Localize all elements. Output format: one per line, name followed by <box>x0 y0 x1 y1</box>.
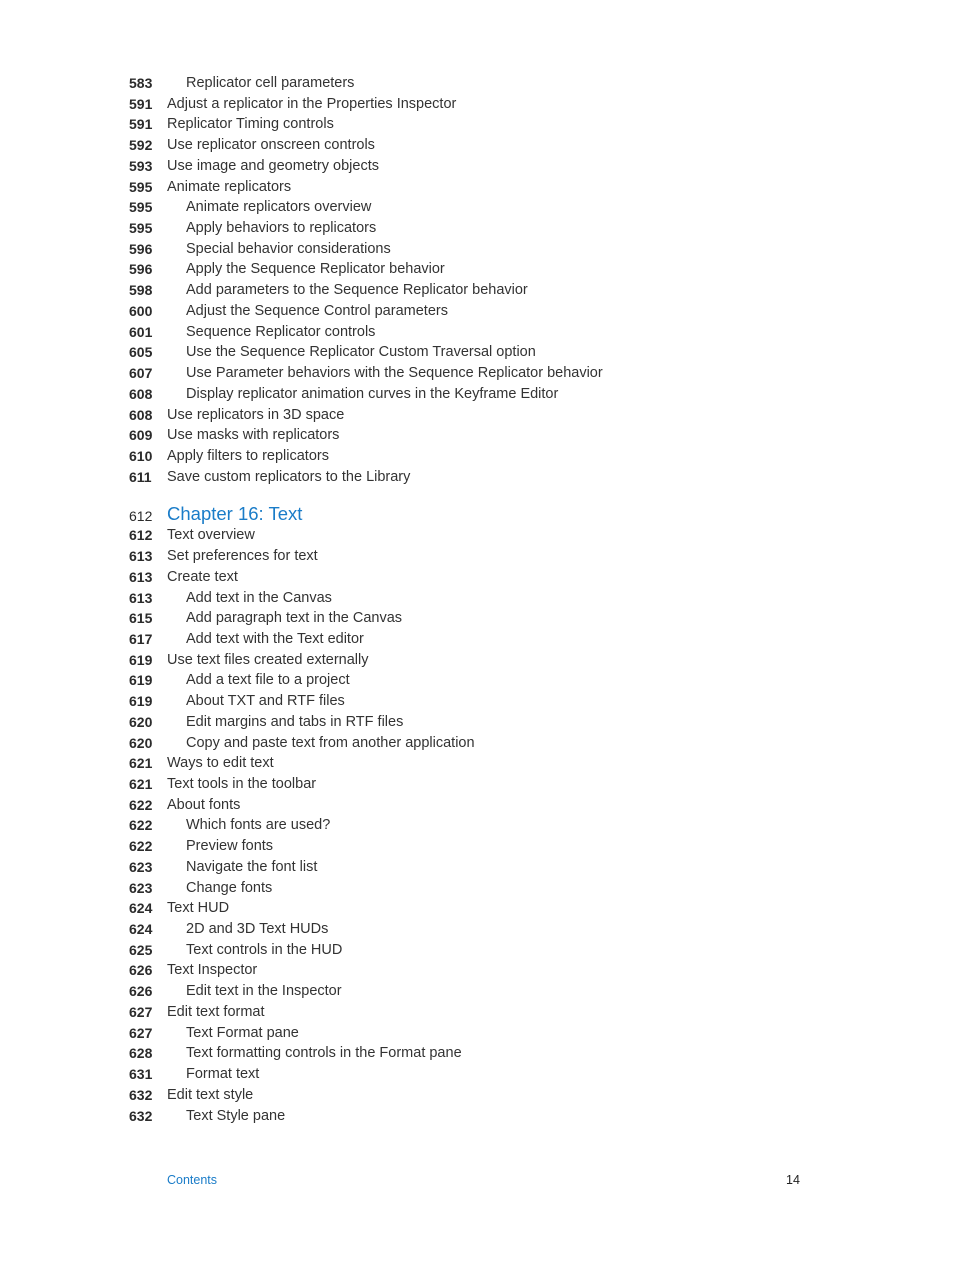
toc-list-after <box>129 525 829 1126</box>
toc-entry-page-number: 612 <box>129 527 153 544</box>
toc-entry-title-link[interactable]: Text Inspector <box>167 962 258 979</box>
toc-entry[interactable] <box>129 322 829 343</box>
toc-entry-page-number: 611 <box>129 468 152 485</box>
toc-entry-page-number: 628 <box>129 1045 153 1062</box>
toc-entry-page-number: 591 <box>129 116 153 133</box>
toc-entry-title-link[interactable]: Change fonts <box>186 879 273 896</box>
toc-entry[interactable] <box>129 981 829 1002</box>
toc-entry-page-number: 622 <box>129 796 153 813</box>
toc-entry-title-link[interactable]: Preview fonts <box>186 838 274 855</box>
toc-entry-page-number: 627 <box>129 1003 153 1020</box>
toc-entry-title-link[interactable]: Use text files created externally <box>167 651 369 668</box>
toc-list-before <box>129 73 829 487</box>
toc-entry-title-link[interactable]: Edit text format <box>167 1003 265 1020</box>
toc-entry-page-number: 608 <box>129 385 153 402</box>
toc-entry-page-number: 626 <box>129 962 153 979</box>
toc-entry[interactable] <box>129 114 829 135</box>
toc-entry-page-number: 595 <box>129 199 153 216</box>
toc-entry-page-number: 622 <box>129 817 153 834</box>
toc-entry-page-number: 613 <box>129 548 153 565</box>
toc-entry-title-link[interactable]: Special behavior considerations <box>186 240 391 257</box>
toc-entry-page-number: 591 <box>129 95 153 112</box>
toc-entry-title-link[interactable]: Replicator Timing controls <box>167 116 334 133</box>
toc-entry-title-link[interactable]: Text formatting controls in the Format pane <box>186 1045 462 1062</box>
toc-entry-page-number: 625 <box>129 941 153 958</box>
footer-contents-link[interactable]: Contents <box>167 1173 218 1187</box>
toc-entry[interactable] <box>129 259 829 280</box>
toc-entry-page-number: 596 <box>129 261 153 278</box>
toc-entry-title-link[interactable]: Animate replicators <box>167 178 292 195</box>
toc-entry-page-number: 598 <box>129 282 153 299</box>
toc-entry-page-number: 620 <box>129 734 153 751</box>
toc-entry-title-link[interactable]: Use Parameter behaviors with the Sequence Replicator behavior <box>186 365 603 382</box>
chapter-page-number: 612 <box>129 508 153 525</box>
toc-entry-title-link[interactable]: Use masks with replicators <box>167 427 340 444</box>
toc-entry[interactable] <box>129 342 829 363</box>
toc-entry-title-link[interactable]: Edit text in the Inspector <box>186 983 342 1000</box>
toc-entry[interactable] <box>129 650 829 671</box>
toc-entry-title-link[interactable]: Use image and geometry objects <box>167 157 379 174</box>
toc-entry-title-link[interactable]: Adjust a replicator in the Properties Inspector <box>167 95 457 112</box>
toc-entry-page-number: 619 <box>129 651 153 668</box>
toc-entry-page-number: 620 <box>129 713 153 730</box>
toc-entry-page-number: 624 <box>129 900 153 917</box>
toc-entry-page-number: 601 <box>129 323 153 340</box>
toc-entry-page-number: 613 <box>129 568 153 585</box>
toc-entry-title-link[interactable]: Edit text style <box>167 1086 254 1103</box>
toc-entry-page-number: 609 <box>129 427 153 444</box>
toc-entry[interactable] <box>129 156 829 177</box>
toc-entry[interactable] <box>129 753 829 774</box>
toc-entry[interactable] <box>129 691 829 712</box>
toc-entry-page-number: 632 <box>129 1086 153 1103</box>
toc-entry-title-link[interactable]: About TXT and RTF files <box>186 693 345 710</box>
toc-entry[interactable] <box>129 878 829 899</box>
toc-entry-title-link[interactable]: Add text in the Canvas <box>186 589 332 606</box>
toc-entry[interactable] <box>129 446 829 467</box>
toc-entry[interactable] <box>129 301 829 322</box>
toc-entry[interactable] <box>129 1064 829 1085</box>
toc-entry[interactable] <box>129 940 829 961</box>
toc-entry-page-number: 619 <box>129 672 153 689</box>
toc-entry[interactable] <box>129 197 829 218</box>
toc-entry-title-link[interactable]: 2D and 3D Text HUDs <box>186 921 329 938</box>
toc-entry-title-link[interactable]: Which fonts are used? <box>186 817 331 834</box>
toc-entry-title-link[interactable]: Replicator cell parameters <box>186 75 355 91</box>
toc-entry[interactable] <box>129 1085 829 1106</box>
toc-entry[interactable] <box>129 1023 829 1044</box>
chapter-heading-row[interactable] <box>129 503 829 525</box>
toc-entry[interactable] <box>129 239 829 260</box>
toc-entry[interactable] <box>129 898 829 919</box>
toc-entry-page-number: 596 <box>129 240 153 257</box>
toc-entry[interactable] <box>129 1002 829 1023</box>
toc-entry-title-link[interactable]: Apply behaviors to replicators <box>186 220 377 237</box>
toc-entry-title-link[interactable]: Add a text file to a project <box>186 672 350 689</box>
toc-entry[interactable] <box>129 73 829 94</box>
toc-entry-title-link[interactable]: Set preferences for text <box>167 548 318 565</box>
toc-entry-title-link[interactable]: Adjust the Sequence Control parameters <box>186 302 448 319</box>
toc-entry[interactable] <box>129 405 829 426</box>
toc-entry-page-number: 600 <box>129 302 153 319</box>
toc-entry-page-number: 621 <box>129 776 153 792</box>
toc-entry-page-number: 613 <box>129 589 153 606</box>
toc-entry[interactable] <box>129 525 829 546</box>
toc-entry-page-number: 623 <box>129 879 153 896</box>
toc-entry-title-link[interactable]: Apply filters to replicators <box>167 447 329 464</box>
toc-entry[interactable] <box>129 384 829 405</box>
chapter-title-link[interactable]: Chapter 16: Text <box>167 503 303 525</box>
toc-entry-title-link[interactable]: Format text <box>186 1066 260 1083</box>
toc-entry-title-link[interactable]: Text Format pane <box>186 1024 299 1041</box>
toc-entry-page-number: 605 <box>129 344 153 361</box>
toc-entry-title-link[interactable]: Use replicators in 3D space <box>167 406 345 423</box>
table-of-contents <box>129 73 829 1126</box>
toc-entry[interactable] <box>129 280 829 301</box>
toc-entry[interactable] <box>129 177 829 198</box>
toc-entry-page-number: 623 <box>129 858 153 875</box>
toc-entry-page-number: 615 <box>129 610 153 627</box>
toc-entry[interactable] <box>129 567 829 588</box>
toc-entry[interactable] <box>129 588 829 609</box>
toc-entry-page-number: 626 <box>129 983 153 1000</box>
toc-entry[interactable] <box>129 1106 829 1127</box>
toc-entry[interactable] <box>129 1043 829 1064</box>
toc-entry[interactable] <box>129 425 829 446</box>
toc-entry[interactable] <box>129 218 829 239</box>
toc-entry-page-number: 627 <box>129 1024 153 1041</box>
toc-entry-page-number: 617 <box>129 630 153 647</box>
toc-entry-title-link[interactable]: Copy and paste text from another application <box>186 734 475 751</box>
toc-entry[interactable] <box>129 546 829 567</box>
toc-entry-page-number: 595 <box>129 178 153 195</box>
toc-entry-title-link[interactable]: Create text <box>167 568 238 585</box>
toc-entry-page-number: 632 <box>129 1107 153 1124</box>
toc-entry-title-link[interactable]: Navigate the font list <box>186 858 318 875</box>
toc-entry[interactable] <box>129 135 829 156</box>
toc-entry-page-number: 595 <box>129 220 153 237</box>
toc-entry-title-link[interactable]: Text Style pane <box>186 1107 286 1124</box>
toc-entry-title-link[interactable]: Add paragraph text in the Canvas <box>186 610 403 627</box>
toc-entry-page-number: 619 <box>129 693 153 710</box>
toc-entry-title-link[interactable]: Use the Sequence Replicator Custom Traversal option <box>186 344 536 361</box>
toc-entry-title-link[interactable]: Save custom replicators to the Library <box>167 468 411 485</box>
toc-entry-title-link[interactable]: Text overview <box>167 527 255 544</box>
toc-entry-title-link[interactable]: Display replicator animation curves in the Keyframe Editor <box>186 385 559 402</box>
footer-page-number: 14 <box>786 1173 800 1187</box>
toc-entry[interactable] <box>129 836 829 857</box>
toc-entry[interactable] <box>129 670 829 691</box>
toc-entry[interactable] <box>129 608 829 629</box>
toc-entry[interactable] <box>129 919 829 940</box>
toc-entry[interactable] <box>129 94 829 115</box>
toc-entry-page-number: 592 <box>129 137 153 154</box>
toc-entry-page-number: 622 <box>129 838 153 855</box>
toc-entry[interactable] <box>129 857 829 878</box>
toc-entry-page-number: 610 <box>129 447 153 464</box>
toc-entry-title-link[interactable]: Text tools in the toolbar <box>167 776 317 792</box>
toc-entry-title-link[interactable]: Add text with the Text editor <box>186 630 364 647</box>
toc-entry-title-link[interactable]: Apply the Sequence Replicator behavior <box>186 261 445 278</box>
toc-entry-title-link[interactable]: About fonts <box>167 796 241 813</box>
toc-entry-page-number: 583 <box>129 75 153 91</box>
toc-entry-title-link[interactable]: Text controls in the HUD <box>186 941 343 958</box>
toc-entry-title-link[interactable]: Text HUD <box>167 900 230 917</box>
toc-entry[interactable] <box>129 733 829 754</box>
toc-entry-title-link[interactable]: Edit margins and tabs in RTF files <box>186 713 404 730</box>
toc-entry[interactable] <box>129 712 829 733</box>
toc-entry-page-number: 608 <box>129 406 153 423</box>
toc-entry[interactable] <box>129 960 829 981</box>
toc-entry-title-link[interactable]: Animate replicators overview <box>186 199 372 216</box>
toc-entry-page-number: 593 <box>129 157 153 174</box>
toc-entry-title-link[interactable]: Ways to edit text <box>167 755 274 772</box>
toc-entry-page-number: 621 <box>129 755 153 772</box>
toc-entry-title-link[interactable]: Add parameters to the Sequence Replicator behavior <box>186 282 528 299</box>
toc-entry[interactable] <box>129 363 829 384</box>
toc-entry-title-link[interactable]: Use replicator onscreen controls <box>167 137 375 154</box>
toc-entry-page-number: 607 <box>129 365 153 382</box>
toc-entry[interactable] <box>129 629 829 650</box>
toc-entry[interactable] <box>129 815 829 836</box>
toc-entry-page-number: 631 <box>129 1066 153 1083</box>
toc-entry[interactable] <box>129 795 829 816</box>
toc-entry-title-link[interactable]: Sequence Replicator controls <box>186 323 376 340</box>
toc-entry[interactable] <box>129 774 829 795</box>
toc-entry[interactable] <box>129 467 829 488</box>
toc-entry-page-number: 624 <box>129 921 153 938</box>
